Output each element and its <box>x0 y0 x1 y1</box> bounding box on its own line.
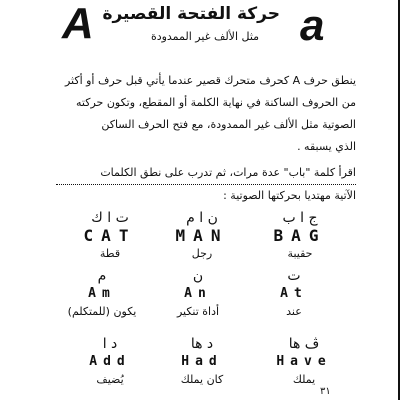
letter-a-lowercase: a <box>300 1 325 50</box>
pronunciation-marks: ج ا ب <box>282 210 318 226</box>
pronunciation-marks: ن <box>192 268 204 284</box>
arabic-meaning: حقيبة <box>287 247 313 260</box>
arabic-meaning: يُضيف <box>96 373 124 386</box>
arabic-meaning: قطة <box>99 247 121 260</box>
word-card-cat <box>60 210 160 262</box>
english-word: Add <box>89 354 131 369</box>
english-word: At <box>280 286 308 301</box>
intro-line: ينطق حرف A كحرف متحرك قصير عندما يأتي قبل حرف أو أكثر <box>64 74 356 87</box>
intro-paragraph <box>28 70 356 158</box>
english-word: CAT <box>83 226 137 245</box>
intro-line: من الحروف الساكنة في نهاية الكلمة أو المقطع، وتكون حركته <box>76 96 356 109</box>
arabic-meaning: عند <box>286 305 302 318</box>
pronunciation-marks: ڤ ها <box>288 336 320 352</box>
word-card-add <box>60 336 160 388</box>
english-word: Am <box>88 286 116 301</box>
word-card-man <box>152 210 252 262</box>
english-word: BAG <box>273 226 327 245</box>
page-number: ٣١ <box>320 386 331 397</box>
pronunciation-marks: ت <box>287 268 301 284</box>
pronunciation-marks: د ها <box>190 336 214 352</box>
lesson-subtitle: مثل الألف غير الممدودة <box>150 30 260 43</box>
intro-line: الصوتية مثل الألف غير الممدودة، مع فتح الحرف الساكن <box>101 118 356 131</box>
english-word: Have <box>276 354 332 369</box>
arabic-meaning: يكون (للمتكلم) <box>67 305 137 318</box>
word-card-bag <box>250 210 350 262</box>
pronunciation-marks: ن ا م <box>186 210 218 226</box>
instruction-line: الآتية مهتديا بحركتها الصوتية : <box>223 189 356 202</box>
word-card-have <box>254 336 354 388</box>
arabic-meaning: أداة تنكير <box>176 305 220 318</box>
arabic-meaning: رجل <box>191 247 213 260</box>
instruction-line: اقرأ كلمة "باب" عدة مرات، ثم تدرب على نطق الكلمات <box>56 162 356 185</box>
arabic-meaning: يملك <box>292 373 316 386</box>
instructions <box>56 162 356 207</box>
lesson-title: حركة الفتحة القصيرة <box>102 4 280 24</box>
word-card-at <box>244 268 344 320</box>
word-card-had <box>152 336 252 388</box>
arabic-meaning: كان يملك <box>180 373 224 386</box>
english-word: An <box>184 286 212 301</box>
english-word: MAN <box>175 226 229 245</box>
pronunciation-marks: ت ا ك <box>91 210 129 226</box>
intro-line: الذي يسبقه . <box>297 140 356 153</box>
letter-a-uppercase: A <box>62 0 94 48</box>
word-card-am <box>52 268 152 320</box>
english-word: Had <box>181 354 223 369</box>
pronunciation-marks: د ا <box>102 336 118 352</box>
pronunciation-marks: م <box>97 268 107 284</box>
word-card-an <box>148 268 248 320</box>
